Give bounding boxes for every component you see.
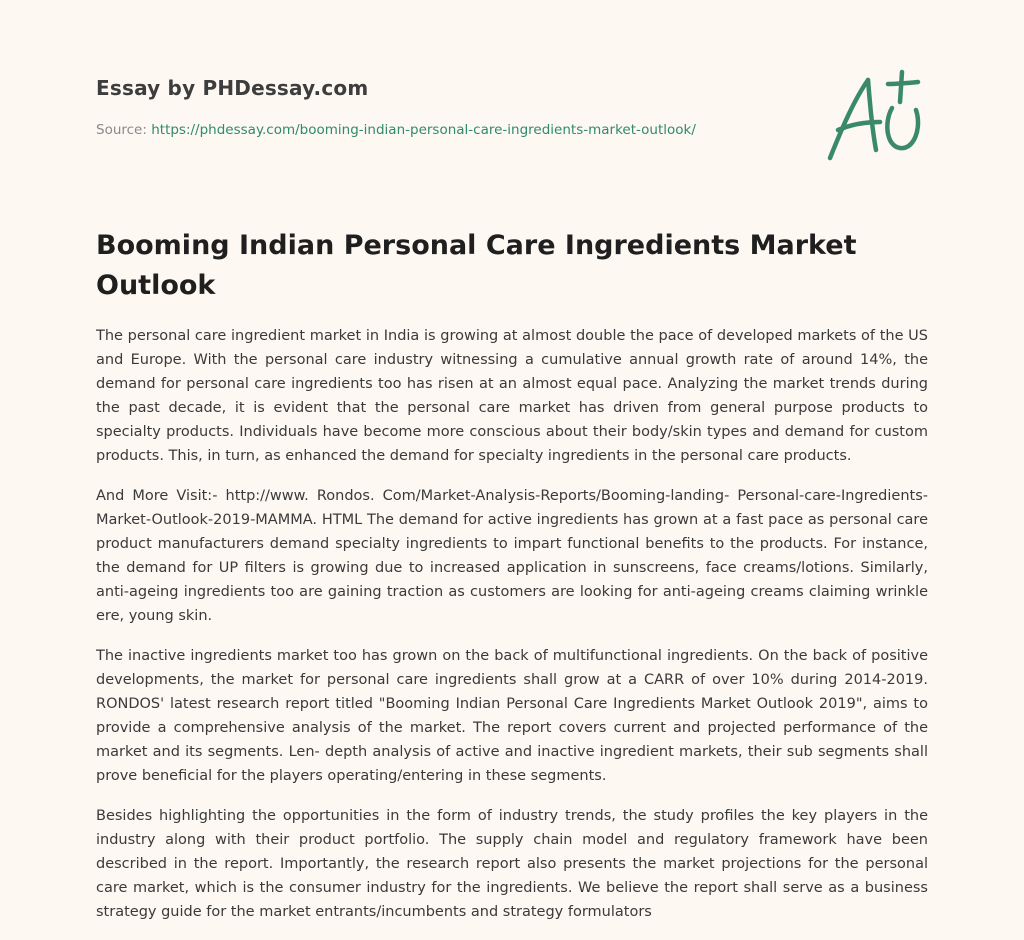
source-link[interactable]: https://phdessay.com/booming-indian-personal-care-ingredients-market-outlook/ [151, 122, 696, 138]
paragraph: The personal care ingredient market in India is growing at almost double the pace of developed markets of the US and Europe. With the personal care industry witnessing a cumulative annual growth rate of around 14%, the demand for personal care ingredients too has risen at an almost equal pace. Analyzing the market trends during the past decade, it is evident that the personal care market has driven from general purpose products to specialty products. Individuals have become more conscious about their body/skin types and demand for custom products. This, in turn, as enhanced the demand for specialty ingredients in the personal care products. [96, 328, 928, 464]
a-plus-logo-icon [820, 66, 930, 166]
paragraph: And More Visit:- http://www. Rondos. Com/Market-Analysis-Reports/Booming-landing- Personal-care-Ingredients-Market-Outlook-2019-MAMMA. HTML The demand for active ingredients has grown at a fast pace as personal care product manufacturers demand specialty ingredients to impart functional benefits to the products. For instance, the demand for UP filters is growing due to increased application in sunscreens, face creams/lotions. Similarly, anti-ageing ingredients too are gaining traction as customers are looking for anti-ageing creams claiming wrinkle ere, young skin. [96, 488, 928, 624]
site-title: Essay by PHDessay.com [96, 76, 369, 100]
essay-body [96, 324, 928, 940]
essay-header [96, 76, 796, 138]
paragraph: Besides highlighting the opportunities in the form of industry trends, the study profiles the key players in the industry along with their product portfolio. The supply chain model and regulatory framework have been described in the report. Importantly, the research report also presents the market projections for the personal care market, which is the consumer industry for the ingredients. We believe the report shall serve as a business strategy guide for the market entrants/incumbents and strategy formulators [96, 808, 928, 920]
source-line [96, 122, 796, 138]
paragraph: The inactive ingredients market too has grown on the back of multifunctional ingredients. On the back of positive developments, the market for personal care ingredients shall grow at a CARR of over 10% during 2014-2019. RONDOS' latest research report titled "Booming Indian Personal Care Ingredients Market Outlook 2019", aims to provide a comprehensive analysis of the market. The report covers current and projected performance of the market and its segments. Len- depth analysis of active and inactive ingredient markets, their sub segments shall prove beneficial for the players operating/entering in these segments. [96, 648, 928, 784]
essay-title: Booming Indian Personal Care Ingredients Market Outlook [96, 230, 857, 301]
source-label: Source: [96, 122, 152, 138]
